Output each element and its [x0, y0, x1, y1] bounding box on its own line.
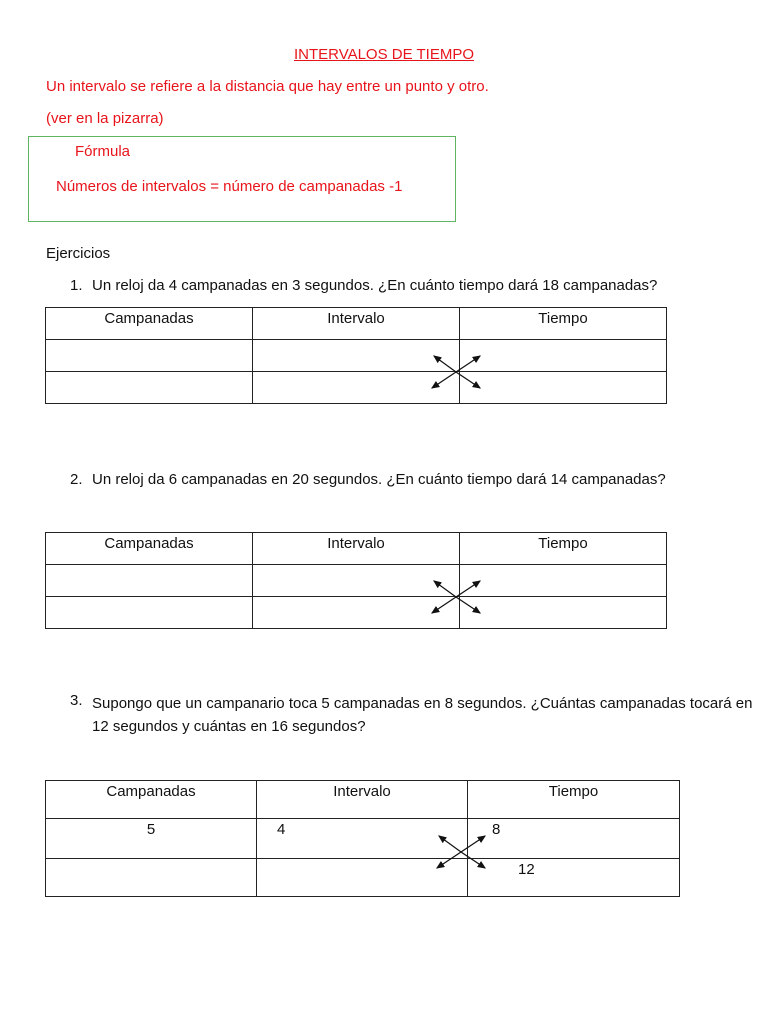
table-cell: [468, 819, 680, 859]
column-header: Campanadas: [46, 781, 257, 819]
exercise-3-question: [70, 692, 753, 735]
definition-text: Un intervalo se refiere a la distancia que hay entre un punto y otro.: [46, 78, 489, 95]
column-header: Intervalo: [257, 781, 468, 819]
cross-arrows-icon: [428, 353, 484, 391]
cell-value: 8: [492, 821, 501, 838]
table-cell: [46, 565, 253, 597]
column-header: Campanadas: [46, 308, 253, 340]
table-cell: [460, 597, 667, 629]
table-cell: [460, 372, 667, 404]
column-header: Tiempo: [460, 308, 667, 340]
exercise-2-table: [45, 532, 667, 629]
cross-arrows-icon: [433, 833, 489, 871]
table-cell: [46, 859, 257, 897]
column-header: Campanadas: [46, 533, 253, 565]
exercise-2-question: [70, 471, 666, 488]
column-header: Tiempo: [468, 781, 680, 819]
cell-value: 12: [518, 861, 535, 878]
table-cell: [46, 372, 253, 404]
exercise-text: Supongo que un campanario toca 5 campanadas en 8 segundos. ¿Cuántas campanadas tocará en 12 segundos y cuántas en 16 segundos?: [92, 695, 753, 735]
column-header: Intervalo: [253, 533, 460, 565]
exercise-text: Un reloj da 4 campanadas en 3 segundos. ¿En cuánto tiempo dará 18 campanadas?: [92, 277, 658, 294]
cell-value: 4: [277, 821, 286, 838]
page-title: INTERVALOS DE TIEMPO: [293, 46, 475, 63]
table-cell: [468, 859, 680, 897]
reference-note: (ver en la pizarra): [46, 110, 164, 127]
exercise-3-table: [45, 780, 680, 897]
exercise-text: Un reloj da 6 campanadas en 20 segundos. ¿En cuánto tiempo dará 14 campanadas?: [92, 471, 666, 488]
section-heading: Ejercicios: [46, 245, 111, 262]
formula-label: Fórmula: [75, 143, 131, 160]
formula-text: Números de intervalos = número de campanadas -1: [56, 178, 403, 195]
column-header: Tiempo: [460, 533, 667, 565]
exercise-1-table: [45, 307, 667, 404]
table-cell: [46, 819, 257, 859]
table-cell: [460, 340, 667, 372]
cross-arrows-icon: [428, 578, 484, 616]
exercise-number: 1.: [70, 277, 83, 294]
table-cell: [46, 340, 253, 372]
cell-value: 5: [146, 821, 156, 838]
column-header: Intervalo: [253, 308, 460, 340]
exercise-number: 3.: [70, 692, 83, 709]
exercise-1-question: [70, 277, 658, 294]
table-cell: [46, 597, 253, 629]
exercise-number: 2.: [70, 471, 83, 488]
table-cell: [460, 565, 667, 597]
